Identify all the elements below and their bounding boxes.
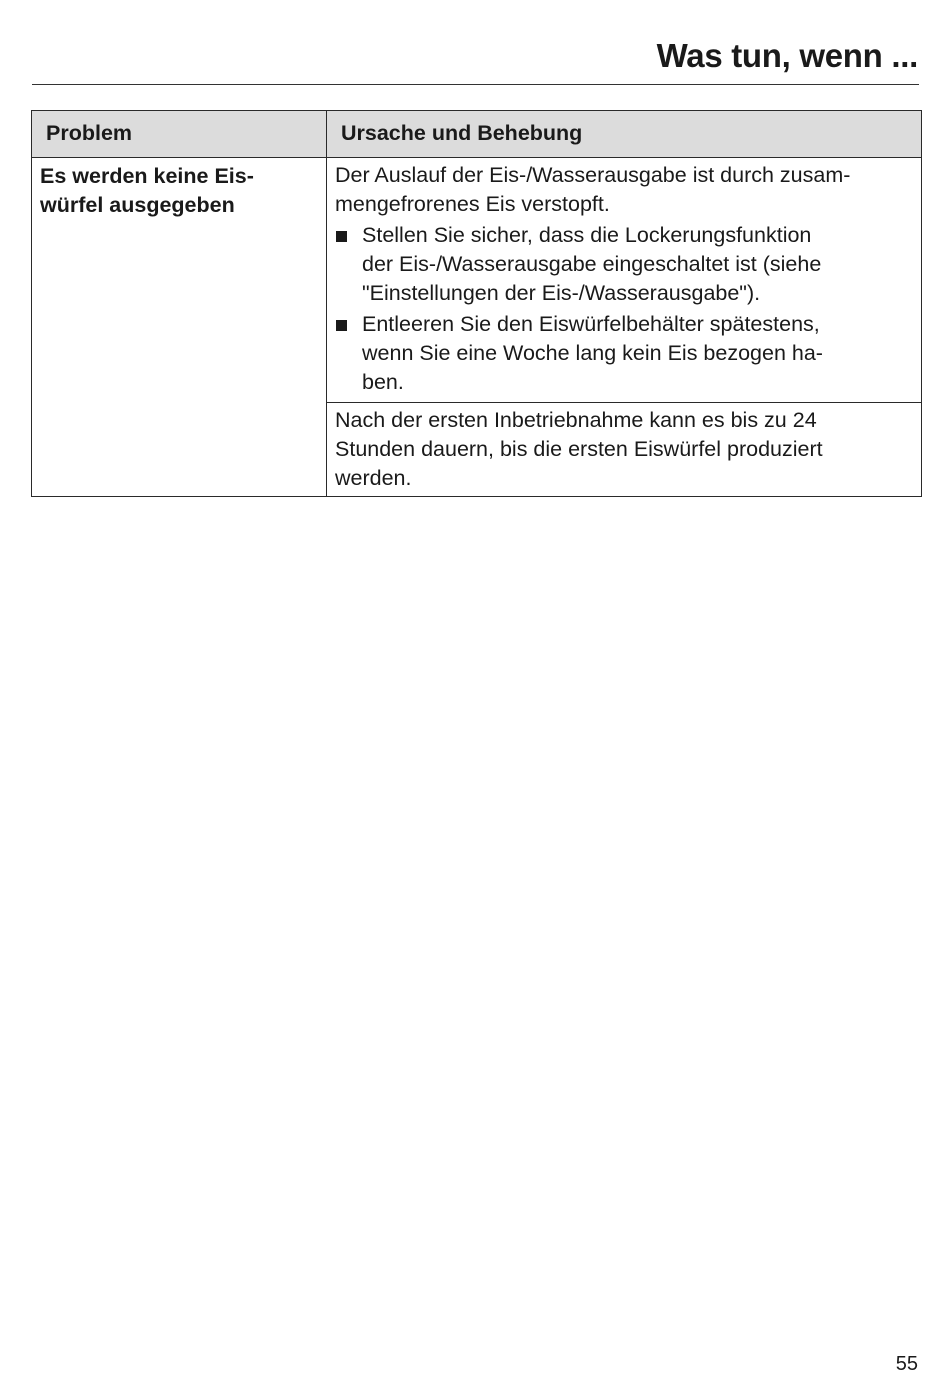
remedy-text: Stellen Sie sicher, dass die Lockerungsfunktion der Eis-/Wasserausgabe eingeschaltet ist (siehe "Einstellungen der Eis-/Wasserausgabe"). [362, 223, 822, 305]
square-bullet-icon [336, 231, 347, 242]
cause-cell [327, 158, 922, 403]
cause-text: Nach der ersten Inbetriebnahme kann es bis zu 24 Stunden dauern, bis die ersten Eiswürfel produziert werden. [335, 408, 823, 490]
page-number: 55 [895, 1353, 918, 1375]
cause-text: Der Auslauf der Eis-/Wasserausgabe ist durch zusam- mengefrorenes Eis verstopft. [335, 163, 851, 216]
list-item [335, 221, 913, 308]
remedy-list [335, 221, 913, 397]
table-row [32, 158, 922, 403]
list-item [335, 310, 913, 397]
square-bullet-icon [336, 320, 347, 331]
problem-cell [32, 158, 327, 497]
cause-cell [327, 403, 922, 497]
troubleshooting-table [31, 110, 922, 497]
problem-text: Es werden keine Eis- würfel ausgegeben [40, 164, 254, 217]
table-header-row [32, 111, 922, 158]
column-header-problem: Problem [32, 111, 327, 158]
column-header-cause: Ursache und Behebung [327, 111, 922, 158]
remedy-text: Entleeren Sie den Eiswürfelbehälter spätestens, wenn Sie eine Woche lang kein Eis bezogen ha- ben. [362, 312, 823, 394]
title-divider [32, 84, 919, 85]
page-title: Was tun, wenn ... [656, 37, 918, 74]
